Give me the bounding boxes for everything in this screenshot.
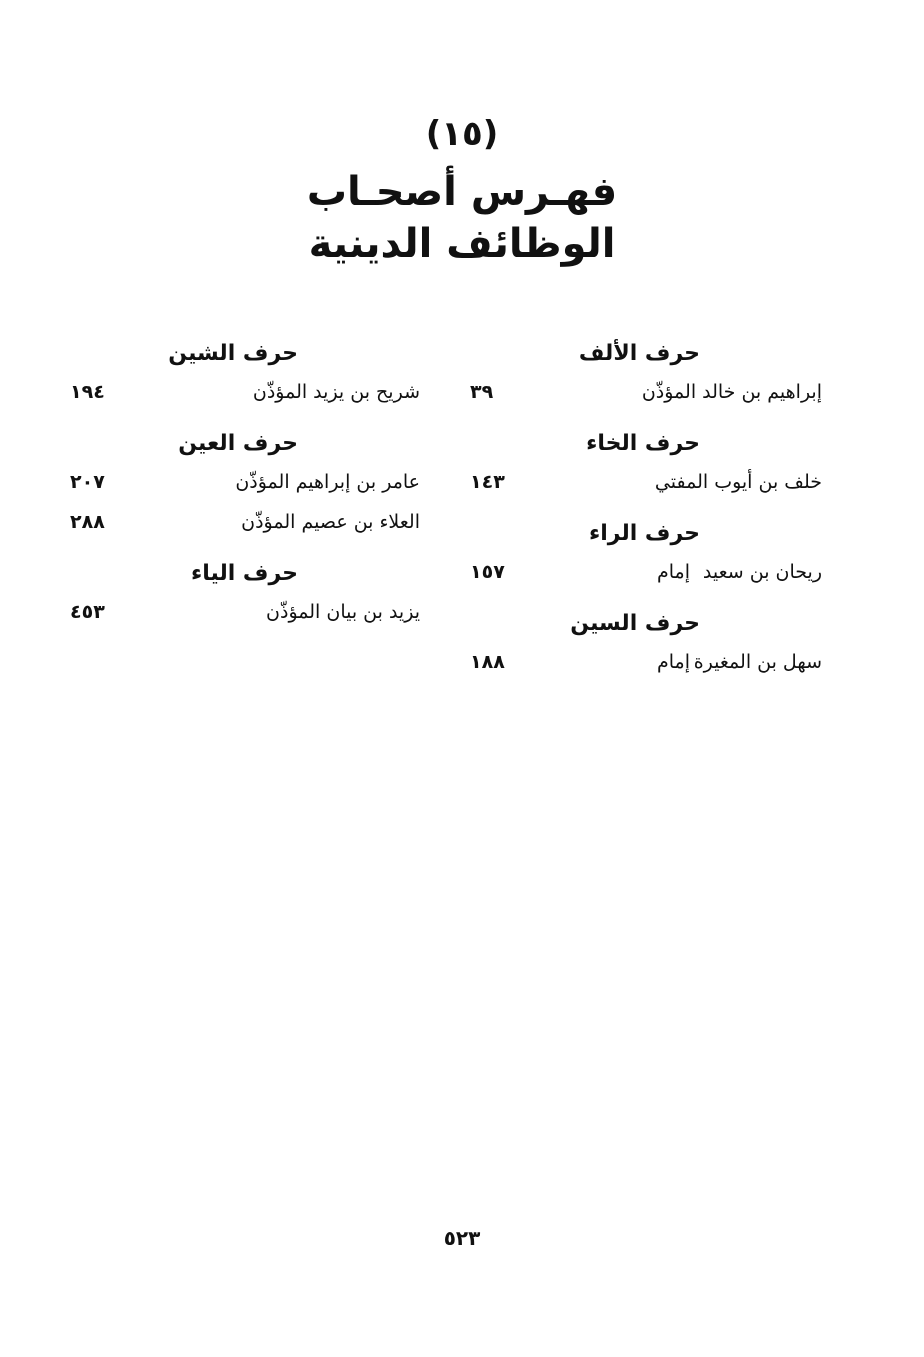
entry-name: ريحان بن سعيد bbox=[702, 561, 822, 583]
letter-group-shin bbox=[70, 336, 420, 412]
index-title-line-1: فهـرس أصحـاب bbox=[306, 169, 618, 215]
entry-page-number: ١٨٨ bbox=[470, 651, 505, 673]
letter-heading: حرف الشين bbox=[168, 341, 298, 366]
index-entry bbox=[470, 642, 822, 682]
letter-group-alif bbox=[470, 336, 822, 412]
entry-name: إبراهيم بن خالد المؤذّن bbox=[641, 381, 822, 403]
left-column bbox=[70, 336, 420, 646]
letter-heading: حرف السين bbox=[570, 611, 700, 636]
entry-role: إمام bbox=[656, 651, 690, 673]
index-entry bbox=[470, 372, 822, 412]
letter-group-sin bbox=[470, 606, 822, 682]
letter-heading: حرف الخاء bbox=[586, 431, 700, 456]
entry-name: عامر بن إبراهيم المؤذّن bbox=[235, 471, 420, 493]
index-entry bbox=[70, 592, 420, 632]
letter-heading: حرف العين bbox=[178, 431, 298, 456]
letter-heading: حرف الألف bbox=[578, 341, 700, 366]
entry-name: خلف بن أيوب المفتي bbox=[654, 471, 822, 493]
entry-page-number: ١٩٤ bbox=[70, 381, 105, 403]
entry-page-number: ٢٨٨ bbox=[70, 511, 105, 533]
index-title-line-2: الوظائف الدينية bbox=[308, 221, 616, 267]
letter-group-ayn bbox=[70, 426, 420, 542]
letter-group-ya bbox=[70, 556, 420, 632]
entry-name: شريح بن يزيد المؤذّن bbox=[252, 381, 420, 403]
page-number: ٥٢٣ bbox=[443, 1226, 481, 1250]
index-entry bbox=[470, 462, 822, 502]
section-number: (١٥) bbox=[425, 114, 499, 154]
entry-page-number: ٤٥٣ bbox=[70, 601, 105, 623]
entry-role: إمام bbox=[656, 561, 690, 583]
index-entry bbox=[470, 552, 822, 592]
entry-page-number: ١٤٣ bbox=[470, 471, 505, 493]
right-column bbox=[470, 336, 822, 696]
letter-group-ra bbox=[470, 516, 822, 592]
entry-name: سهل بن المغيرة bbox=[693, 651, 822, 673]
letter-group-kha bbox=[470, 426, 822, 502]
index-entry bbox=[70, 462, 420, 502]
entry-name: العلاء بن عصيم المؤذّن bbox=[241, 511, 420, 533]
index-entry bbox=[70, 372, 420, 412]
letter-heading: حرف الراء bbox=[588, 521, 700, 546]
letter-heading: حرف الياء bbox=[190, 561, 298, 586]
index-entry bbox=[70, 502, 420, 542]
entry-name: يزيد بن بيان المؤذّن bbox=[266, 601, 420, 623]
entry-page-number: ٢٠٧ bbox=[70, 471, 105, 493]
entry-page-number: ١٥٧ bbox=[470, 561, 505, 583]
entry-page-number: ٣٩ bbox=[470, 381, 494, 403]
